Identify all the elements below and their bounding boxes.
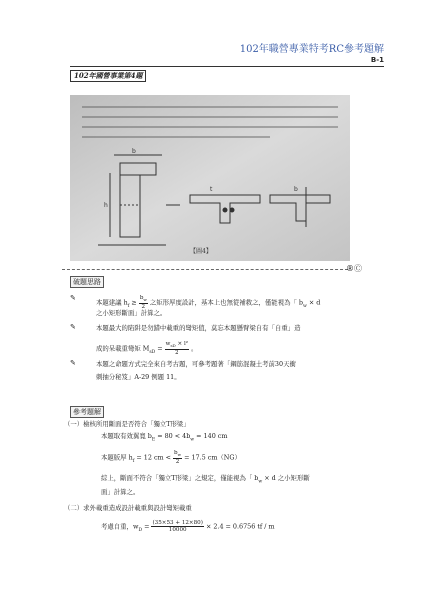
section-divider [62,269,348,270]
part1-eq2: 本題版厚 $h_f = 12$ cm < $\frac{b_w}{2}$ = 17.5 cm（NG） [101,450,241,466]
part1-eq1: 本題取有效翼寬 $b_E = 80 < 4b_w = 140$ cm [101,432,228,443]
pencil-icon: ✎ [70,359,76,367]
solution-block [64,420,374,542]
exam-photo-drawing [70,95,350,261]
pencil-icon: ✎ [70,323,76,331]
figure-caption: 【圖4】 [190,248,212,255]
analysis-line-3: 本題最大的陷阱是勿錯中載重的彎矩值，莫忘本題懸臂梁自有「自重」造 [96,324,301,332]
copyright-mark: ®Ⓒ [346,264,362,273]
solution-label: 參考題解 [70,406,104,418]
question-label: 102年國營事業第4題 [70,70,146,82]
header-title: 102年職營專業特考RC參考題解 [239,44,384,55]
page-code: B-1 [370,56,384,64]
dim-t-label: t [210,186,213,193]
analysis-line-4: 成的呆載重彎矩 $M_{sD}$ = $\frac{w_{sD} \times l^2}{2}$ 。 [96,341,198,357]
header-rule [70,66,384,67]
pencil-icon: ✎ [70,294,76,302]
part2-eq: 考慮自重，$w_D$ = $\frac{(35\times 53 + 12\times 80)}{10000}$ × 2.4 = 0.6756 tf / m [101,520,275,533]
dim-b-label: b [132,148,136,155]
analysis-line-5: 本題之命題方式完全來自考古題，可參考題著「鋼筋混凝土考前30天衝 [96,360,296,368]
part1-heading: （一）檢核所用斷面是否符合「獨立T形梁」 [64,420,190,428]
analysis-line-1: 本題建議 $h_f$ ≥ $\frac{b_w}{2}$ 之矩形厚度設計，基本上也無從補救之，僅能視為「 $b_w \times d$ [96,295,321,311]
analysis-line-6: 刺抽分秘笈」A-29 例題 11。 [96,373,181,381]
analysis-line-2: 之小矩形斷面」計算之。 [96,309,167,317]
analysis-block [70,292,370,385]
analysis-label: 破題思路 [70,276,104,288]
part2-heading: （二）求外載重造成設計載重與設計彎矩載重 [64,504,192,512]
dim-h-label: h [104,202,108,209]
part1-conclusion-1: 綜上，斷面不符合「獨立T形梁」之規定，僅能視為「 $b_w \times d$ 之小矩形斷 [101,474,310,485]
exam-photo [70,95,350,261]
part1-conclusion-2: 面」計算之。 [101,488,140,496]
dim-b2-label: b [294,186,298,193]
